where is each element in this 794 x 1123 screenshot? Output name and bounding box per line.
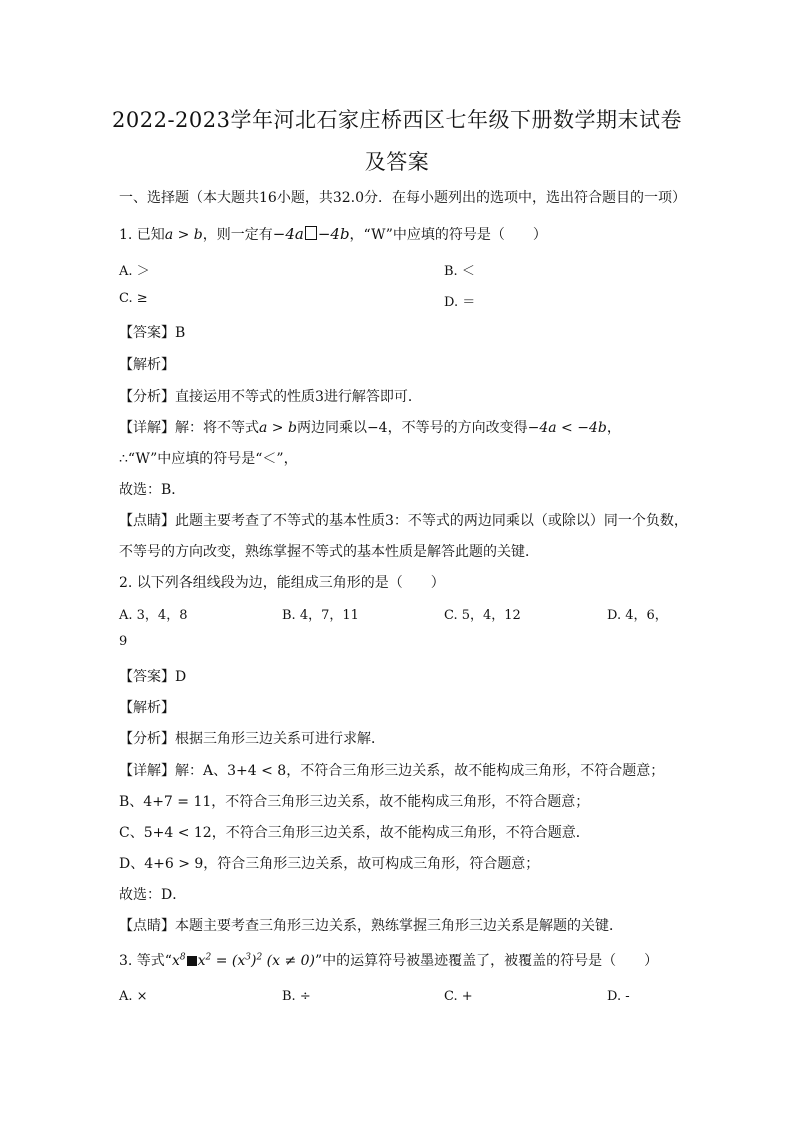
q3-option-b: B. ÷ xyxy=(282,989,311,1004)
q2-option-d: D. 4，6， xyxy=(607,608,668,623)
q1-detail-math1: a > b xyxy=(259,420,297,436)
q2-answer: 【答案】D xyxy=(119,669,187,685)
q3-exp-3: 3 xyxy=(245,952,251,963)
q3-exp-8: 8 xyxy=(179,952,186,963)
q1-detail-text-3: ， xyxy=(606,420,621,436)
q1-analysis-heading: 【解析】 xyxy=(119,357,175,373)
q1-stem-text-2: ，则一定有 xyxy=(202,227,273,243)
q3-exp-2b: 2 xyxy=(256,952,263,963)
page-title-line2: 及答案 xyxy=(364,150,430,174)
q1-answer: 【答案】B xyxy=(119,325,186,341)
q3-math-x: x xyxy=(171,953,180,969)
q3-math-cond: (x ≠ 0) xyxy=(262,953,315,969)
q1-math-right: −4b xyxy=(317,225,350,243)
q2-option-d-wrap: 9 xyxy=(119,634,128,649)
q1-math-condition: a > b xyxy=(164,227,203,243)
q2-detail-a: 【详解】解：A、3+4 < 8，不符合三角形三边关系，故不能构成三角形，不符合题意； xyxy=(119,763,665,779)
ink-blot-icon xyxy=(187,956,197,966)
page-title: 2022-2023学年河北石家庄桥西区七年级下册数学期末试卷 xyxy=(112,108,682,132)
q1-detail-math2: −4a < −4b xyxy=(527,420,607,436)
q2-option-a: A. 3，4，8 xyxy=(119,608,188,623)
q2-choose: 故选：D． xyxy=(119,887,187,903)
q1-detail-text-2: 两边同乘以−4，不等号的方向改变得 xyxy=(296,420,528,436)
q3-stem xyxy=(119,950,658,970)
q3-option-d: D. - xyxy=(607,989,630,1004)
q1-option-a: A. ＞ xyxy=(119,264,150,279)
q2-option-c: C. 5，4，12 xyxy=(444,608,521,623)
q1-detail xyxy=(119,417,621,437)
q2-detail-c: C、5+4 < 12，不符合三角形三边关系，故不能构成三角形，不符合题意． xyxy=(119,825,590,841)
q1-stem-text: 1. 已知 xyxy=(119,227,165,243)
q1-option-d: D. ＝ xyxy=(444,295,476,310)
q2-option-b: B. 4，7，11 xyxy=(282,608,359,623)
q1-choose: 故选：B． xyxy=(119,482,186,498)
q1-option-c: C. ≥ xyxy=(119,291,148,306)
q3-math-paren: ) xyxy=(250,953,257,969)
q3-stem-text-2: ”中的运算符号被墨迹覆盖了，被覆盖的符号是（ ） xyxy=(315,953,659,969)
q1-option-b: B. ＜ xyxy=(444,264,475,279)
q3-math-eq: = (x xyxy=(211,953,246,969)
q2-fenxi: 【分析】根据三角形三边关系可进行求解． xyxy=(119,731,385,747)
q1-stem-text-3: ，“W”中应填的符号是（ ） xyxy=(349,227,547,243)
q2-detail-d: D、4+6 > 9，符合三角形三边关系，故可构成三角形，符合题意； xyxy=(119,856,540,872)
blank-box-icon xyxy=(305,226,317,240)
q3-option-c: C. + xyxy=(444,989,473,1004)
q1-therefore: ∴“W”中应填的符号是“＜”， xyxy=(119,451,298,467)
q2-detail-b: B、4+7 = 11，不符合三角形三边关系，故不能构成三角形，不符合题意； xyxy=(119,794,590,810)
q2-stem: 2. 以下列各组线段为边，能组成三角形的是（ ） xyxy=(119,575,445,591)
q1-dianjing-2: 不等号的方向改变，熟练掌握不等式的基本性质是解答此题的关键． xyxy=(119,544,539,560)
q1-dianjing-1: 【点睛】此题主要考查了不等式的基本性质3：不等式的两边同乘以（或除以）同一个负数， xyxy=(119,513,688,529)
q3-exp-2: 2 xyxy=(205,952,212,963)
q2-dianjing: 【点睛】本题主要考查三角形三边关系，熟练掌握三角形三边关系是解题的关键． xyxy=(119,918,623,934)
q1-math-left: −4a xyxy=(272,225,304,243)
section-heading: 一、选择题（本大题共16小题，共32.0分．在每小题列出的选项中，选出符合题目的一项） xyxy=(119,190,686,206)
q1-fenxi: 【分析】直接运用不等式的性质3进行解答即可． xyxy=(119,389,422,405)
q1-stem xyxy=(119,224,547,244)
q1-detail-text: 【详解】解：将不等式 xyxy=(119,420,259,436)
q2-analysis-heading: 【解析】 xyxy=(119,700,175,716)
q3-stem-text: 3. 等式“ xyxy=(119,953,172,969)
q3-math-x2: x xyxy=(197,953,206,969)
q3-option-a: A. × xyxy=(119,989,148,1004)
